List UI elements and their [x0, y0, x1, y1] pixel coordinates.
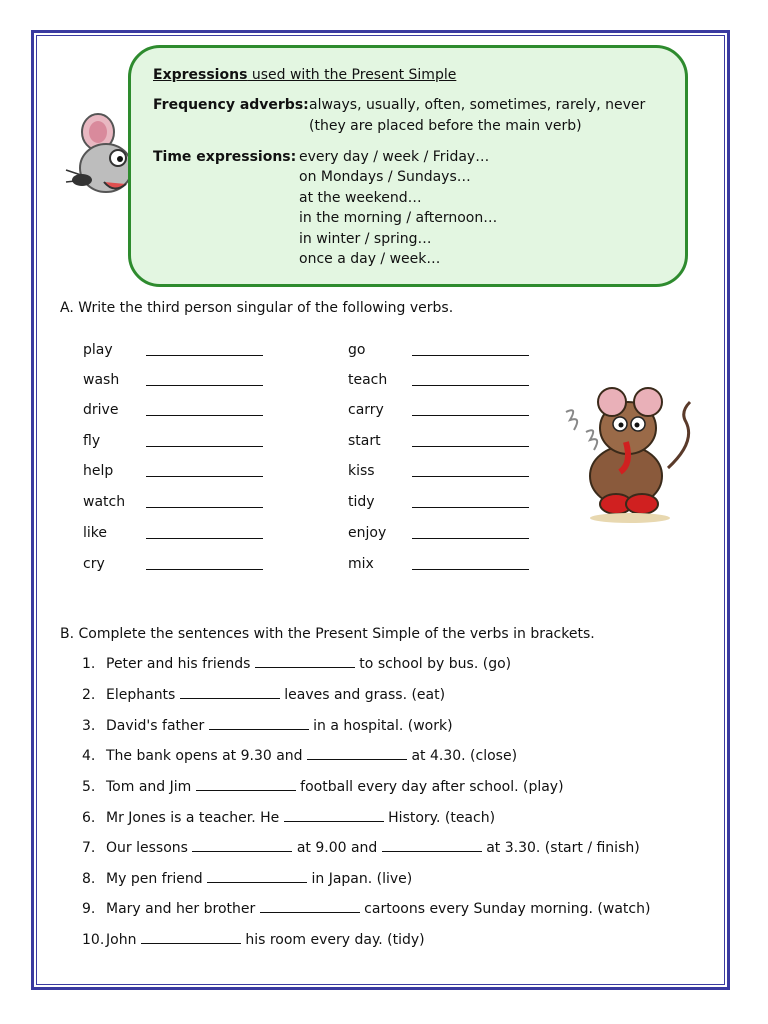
frequency-adverbs-label: Frequency adverbs:: [153, 97, 309, 113]
section-a-title: A. Write the third person singular of the following verbs.: [60, 300, 454, 316]
verb-item: help: [83, 463, 114, 479]
mouse-peeking-illustration: [64, 110, 134, 210]
frequency-adverbs-list: always, usually, often, sometimes, rarely, never: [309, 97, 646, 113]
section-b-title: B. Complete the sentences with the Present Simple of the verbs in brackets.: [60, 626, 595, 642]
mouse-cold-illustration: [556, 372, 696, 524]
answer-blank[interactable]: [146, 507, 263, 508]
answer-blank[interactable]: [412, 355, 529, 356]
answer-blank[interactable]: [412, 569, 529, 570]
answer-blank[interactable]: [255, 657, 355, 668]
expressions-info-box: [128, 45, 688, 287]
time-expression-item: once a day / week…: [299, 251, 441, 267]
answer-blank[interactable]: [146, 355, 263, 356]
answer-blank[interactable]: [412, 507, 529, 508]
sentence-item: 2. Elephants leaves and grass. (eat): [82, 687, 446, 703]
verb-item: go: [348, 342, 366, 358]
verb-item: start: [348, 433, 381, 449]
answer-blank[interactable]: [146, 415, 263, 416]
answer-blank[interactable]: [146, 569, 263, 570]
time-expression-item: in winter / spring…: [299, 231, 432, 247]
answer-blank[interactable]: [196, 780, 296, 791]
time-expression-item: on Mondays / Sundays…: [299, 169, 471, 185]
verb-item: tidy: [348, 494, 375, 510]
verb-item: play: [83, 342, 113, 358]
answer-blank[interactable]: [412, 476, 529, 477]
verb-item: watch: [83, 494, 126, 510]
answer-blank[interactable]: [146, 446, 263, 447]
verb-item: cry: [83, 556, 105, 572]
answer-blank[interactable]: [146, 476, 263, 477]
answer-blank[interactable]: [382, 841, 482, 852]
sentence-item: 4. The bank opens at 9.30 and at 4.30. (close): [82, 748, 518, 764]
frequency-adverbs-note: (they are placed before the main verb): [309, 118, 582, 134]
time-expression-item: at the weekend…: [299, 190, 422, 206]
time-expression-item: in the morning / afternoon…: [299, 210, 498, 226]
sentence-item: 5. Tom and Jim football every day after school. (play): [82, 779, 564, 795]
answer-blank[interactable]: [412, 446, 529, 447]
answer-blank[interactable]: [141, 933, 241, 944]
sentence-item: 6. Mr Jones is a teacher. He History. (teach): [82, 810, 496, 826]
verb-item: drive: [83, 402, 119, 418]
verb-item: kiss: [348, 463, 375, 479]
sentence-item: 7. Our lessons at 9.00 and at 3.30. (start / finish): [82, 840, 640, 856]
time-expressions-label: Time expressions:: [153, 149, 297, 165]
time-expression-item: every day / week / Friday…: [299, 149, 490, 165]
verb-item: wash: [83, 372, 120, 388]
verb-item: fly: [83, 433, 101, 449]
sentence-item: 9. Mary and her brother cartoons every Sunday morning. (watch): [82, 901, 651, 917]
sentence-item: 1. Peter and his friends to school by bus. (go): [82, 656, 512, 672]
sentence-item: 8. My pen friend in Japan. (live): [82, 871, 413, 887]
verb-item: teach: [348, 372, 388, 388]
info-box-title: Expressions used with the Present Simple: [153, 67, 457, 83]
answer-blank[interactable]: [307, 749, 407, 760]
verb-item: carry: [348, 402, 384, 418]
answer-blank[interactable]: [412, 385, 529, 386]
answer-blank[interactable]: [180, 688, 280, 699]
answer-blank[interactable]: [192, 841, 292, 852]
sentence-item: 3. David's father in a hospital. (work): [82, 718, 453, 734]
answer-blank[interactable]: [209, 719, 309, 730]
verb-item: mix: [348, 556, 374, 572]
answer-blank[interactable]: [412, 538, 529, 539]
verb-item: like: [83, 525, 108, 541]
answer-blank[interactable]: [284, 811, 384, 822]
answer-blank[interactable]: [207, 872, 307, 883]
verb-item: enjoy: [348, 525, 387, 541]
sentence-item: 10. John his room every day. (tidy): [82, 932, 425, 948]
answer-blank[interactable]: [260, 902, 360, 913]
answer-blank[interactable]: [146, 385, 263, 386]
answer-blank[interactable]: [412, 415, 529, 416]
answer-blank[interactable]: [146, 538, 263, 539]
